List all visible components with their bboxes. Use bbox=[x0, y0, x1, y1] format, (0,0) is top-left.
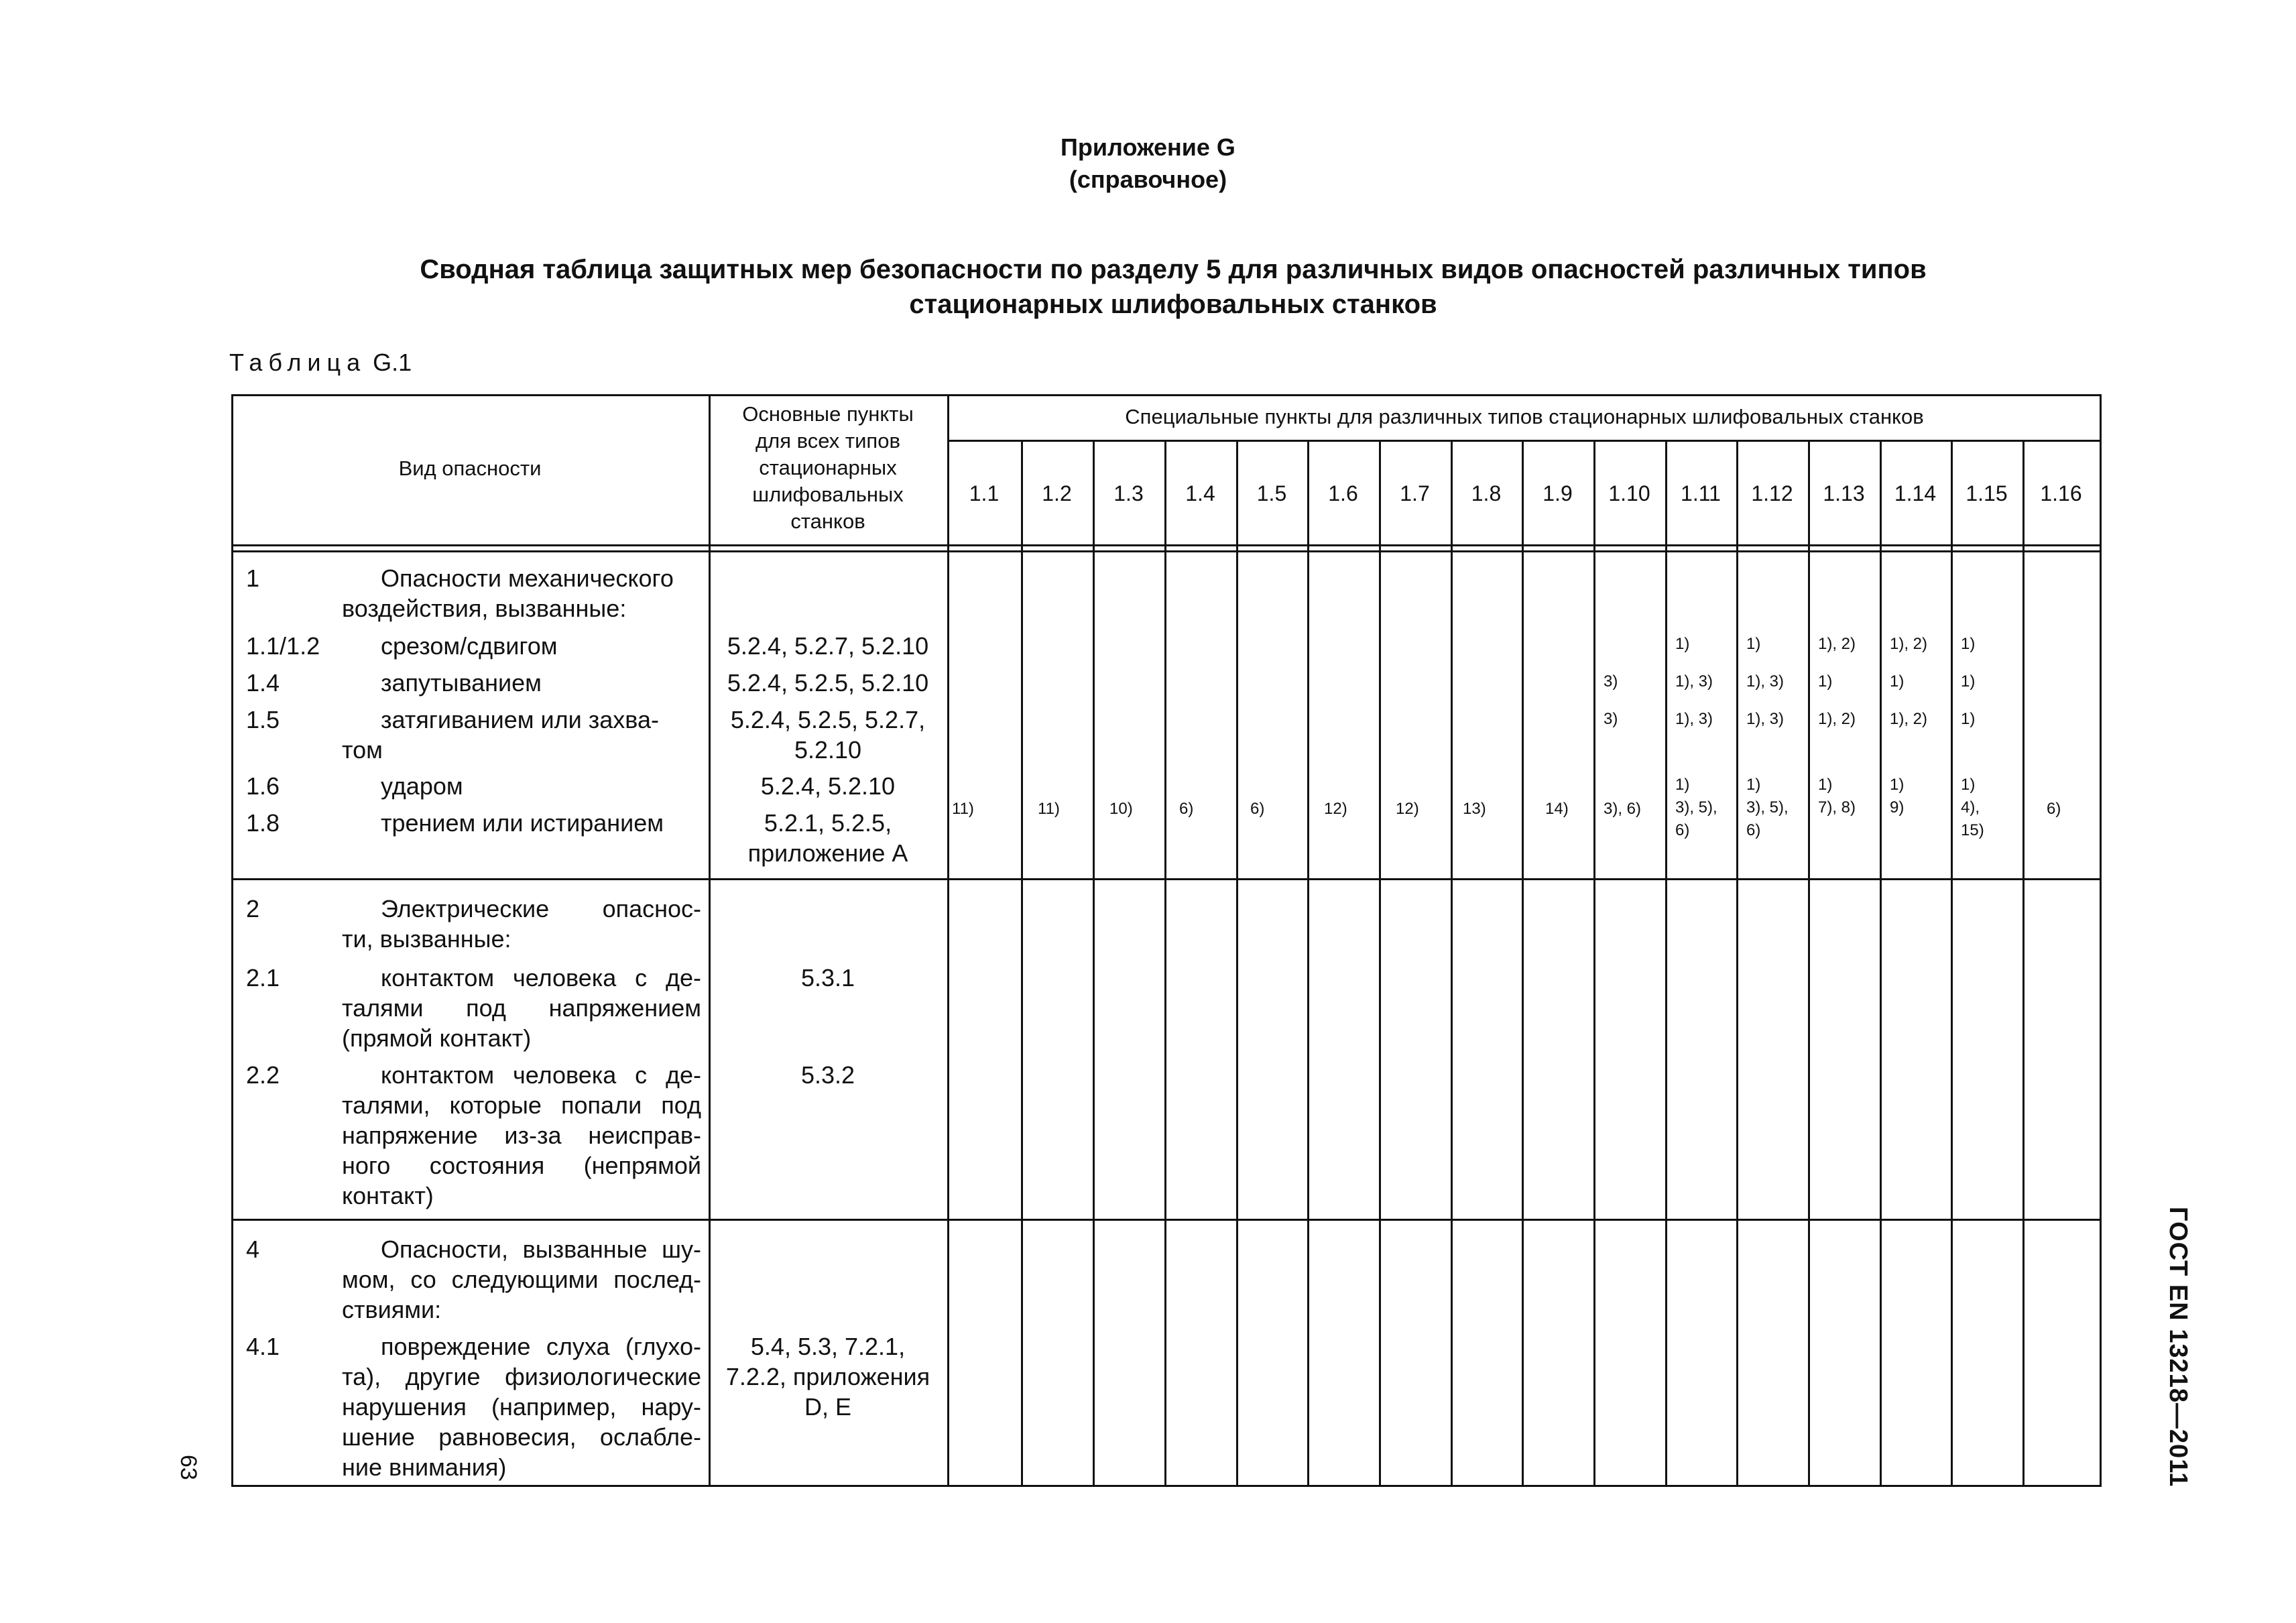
header-basic-line3: стационарных bbox=[759, 456, 897, 479]
ref-friction-1-2: 11) bbox=[1038, 800, 1060, 818]
column-header-1-16: 1.16 bbox=[2040, 481, 2082, 505]
ref-friction-1-8: 13) bbox=[1463, 800, 1486, 818]
ref-friction-1-15-line1: 1) bbox=[1961, 776, 1976, 794]
row-2-2-text-line3: напряжение из-за неисправ- bbox=[342, 1122, 701, 1149]
header-divider bbox=[947, 440, 2102, 442]
ref-friction-1-11 bbox=[1675, 774, 1717, 842]
column-header-1-14: 1.14 bbox=[1894, 481, 1937, 505]
ref-friction-1-13 bbox=[1818, 774, 1856, 819]
row-4-text-line3: ствиями: bbox=[342, 1296, 442, 1323]
row-2-1-text-line3: (прямой контакт) bbox=[342, 1024, 532, 1052]
ref-entangle-1-10: 3) bbox=[1604, 672, 1618, 690]
ref-friction-1-7: 12) bbox=[1396, 800, 1419, 818]
ref-friction-1-11-line3: 6) bbox=[1675, 821, 1690, 839]
row-4-text-line1: Опасности, вызванные шу- bbox=[381, 1236, 701, 1263]
col-divider-15 bbox=[2022, 440, 2025, 1487]
ref-friction-1-10: 3), 6) bbox=[1604, 800, 1642, 818]
row-4-text-line2: мом, со следующими послед- bbox=[342, 1266, 701, 1293]
page-number: 63 bbox=[176, 1455, 201, 1480]
row-4-1-text-line2: та), другие физиологические bbox=[342, 1363, 701, 1390]
row-1-5-number: 1.5 bbox=[246, 706, 280, 733]
header-bottom-line-1 bbox=[231, 544, 2102, 546]
column-header-1-10: 1.10 bbox=[1608, 481, 1650, 505]
ref-friction-1-3: 10) bbox=[1109, 800, 1133, 818]
ref-drawin-1-10: 3) bbox=[1604, 710, 1618, 728]
ref-entangle-1-12: 1), 3) bbox=[1746, 672, 1785, 690]
row-1-1-number: 1.1/1.2 bbox=[246, 632, 320, 660]
table-label-id: G.1 bbox=[373, 349, 412, 376]
ref-drawin-1-12: 1), 3) bbox=[1746, 710, 1785, 728]
ref-friction-1-5: 6) bbox=[1250, 800, 1265, 818]
col-divider-basic bbox=[947, 394, 949, 1487]
row-4-1-text-line4: шение равновесия, ослабле- bbox=[342, 1423, 701, 1451]
row-2-1-text-line1: контактом человека с де- bbox=[381, 964, 701, 991]
row-1-text-line2: воздействия, вызванные: bbox=[342, 595, 627, 622]
document-code: ГОСТ EN 13218—2011 bbox=[2164, 1207, 2192, 1488]
ref-friction-1-15 bbox=[1961, 774, 1984, 842]
safety-measures-table bbox=[231, 394, 2102, 1487]
row-2-2-basic: 5.3.2 bbox=[800, 1061, 855, 1089]
column-header-1-13: 1.13 bbox=[1823, 481, 1865, 505]
ref-friction-1-6: 12) bbox=[1324, 800, 1347, 818]
row-2-2-number: 2.2 bbox=[246, 1061, 280, 1089]
table-label-word: Таблица bbox=[229, 349, 367, 376]
row-4-1-number: 4.1 bbox=[246, 1333, 280, 1360]
col-divider-12 bbox=[1808, 440, 1810, 1487]
column-header-1-12: 1.12 bbox=[1751, 481, 1793, 505]
row-1-6-basic: 5.2.4, 5.2.10 bbox=[760, 772, 896, 800]
row-2-1-number: 2.1 bbox=[246, 964, 280, 991]
column-header-1-9: 1.9 bbox=[1543, 481, 1573, 505]
row-2-1-basic: 5.3.1 bbox=[800, 964, 855, 991]
ref-drawin-1-13: 1), 2) bbox=[1818, 710, 1856, 728]
table-border-top bbox=[231, 394, 2102, 396]
row-1-4-number: 1.4 bbox=[246, 669, 280, 697]
row-1-4-text: запутыванием bbox=[381, 669, 542, 697]
ref-entangle-1-15: 1) bbox=[1961, 672, 1976, 690]
column-header-1-7: 1.7 bbox=[1400, 481, 1430, 505]
row-2-2-text-line2: талями, которые попали под bbox=[342, 1091, 701, 1119]
appendix-title: Приложение G bbox=[1061, 133, 1235, 161]
table-title-line1: Сводная таблица защитных мер безопасности по разделу 5 для различных видов опасностей различных типов bbox=[420, 255, 1927, 284]
ref-entangle-1-14: 1) bbox=[1890, 672, 1905, 690]
row-4-1-text-line3: нарушения (например, нару- bbox=[342, 1393, 701, 1421]
row-4-1-basic-line3: D, E bbox=[804, 1393, 851, 1421]
row-1-6-number: 1.6 bbox=[246, 772, 280, 800]
table-border-right bbox=[2100, 394, 2102, 1487]
ref-drawin-1-11: 1), 3) bbox=[1675, 710, 1713, 728]
column-header-1-1: 1.1 bbox=[969, 481, 1000, 505]
row-1-6-text: ударом bbox=[381, 772, 463, 800]
row-4-1-basic-line2: 7.2.2, приложения bbox=[725, 1363, 930, 1390]
row-2-2-text-line1: контактом человека с де- bbox=[381, 1061, 701, 1089]
col-divider-14 bbox=[1951, 440, 1953, 1487]
column-header-1-15: 1.15 bbox=[1966, 481, 2008, 505]
ref-friction-1-14-line1: 1) bbox=[1890, 776, 1905, 794]
ref-friction-1-12-line3: 6) bbox=[1746, 821, 1761, 839]
ref-friction-1-15-line2: 4), bbox=[1961, 798, 1980, 817]
ref-shear-1-13: 1), 2) bbox=[1818, 635, 1856, 653]
row-2-2-text-line5: контакт) bbox=[342, 1182, 434, 1209]
column-header-1-11: 1.11 bbox=[1681, 481, 1721, 505]
row-4-1-text-line1: повреждение слуха (глухо- bbox=[381, 1333, 701, 1360]
col-divider-8 bbox=[1522, 440, 1524, 1487]
table-title-line2: стационарных шлифовальных станков bbox=[909, 290, 1437, 319]
column-header-1-5: 1.5 bbox=[1256, 481, 1287, 505]
col-divider-6 bbox=[1379, 440, 1381, 1487]
row-1-5-basic-line2: 5.2.10 bbox=[794, 736, 862, 764]
row-1-5-text-line1: затягиванием или захва- bbox=[381, 706, 659, 733]
row-4-number: 4 bbox=[246, 1236, 260, 1263]
row-2-number: 2 bbox=[246, 895, 260, 922]
row-2-text-line2: ти, вызванные: bbox=[342, 925, 511, 953]
row-1-8-number: 1.8 bbox=[246, 809, 280, 837]
table-border-left bbox=[231, 394, 233, 1487]
group-divider-1 bbox=[231, 878, 2102, 880]
ref-friction-1-13-line2: 7), 8) bbox=[1818, 798, 1856, 817]
col-divider-1 bbox=[1021, 440, 1023, 1487]
col-divider-7 bbox=[1451, 440, 1453, 1487]
table-border-bottom bbox=[231, 1485, 2102, 1487]
ref-entangle-1-11: 1), 3) bbox=[1675, 672, 1713, 690]
header-basic bbox=[709, 401, 947, 535]
ref-shear-1-14: 1), 2) bbox=[1890, 635, 1928, 653]
col-divider-2 bbox=[1093, 440, 1095, 1487]
row-2-text-line1: Электрические опаснос- bbox=[381, 895, 701, 922]
row-1-4-basic: 5.2.4, 5.2.5, 5.2.10 bbox=[727, 669, 929, 697]
header-special: Специальные пункты для различных типов стационарных шлифовальных станков bbox=[1125, 405, 1924, 428]
col-divider-4 bbox=[1236, 440, 1238, 1487]
ref-drawin-1-15: 1) bbox=[1961, 710, 1976, 728]
row-1-1-basic: 5.2.4, 5.2.7, 5.2.10 bbox=[727, 632, 929, 660]
ref-friction-1-4: 6) bbox=[1179, 800, 1194, 818]
ref-shear-1-15: 1) bbox=[1961, 635, 1976, 653]
ref-friction-1-1: 11) bbox=[952, 800, 974, 818]
header-bottom-line-2 bbox=[231, 550, 2102, 552]
header-hazard: Вид опасности bbox=[398, 457, 542, 480]
ref-friction-1-12-line2: 3), 5), bbox=[1746, 798, 1789, 817]
ref-entangle-1-13: 1) bbox=[1818, 672, 1833, 690]
group-divider-2 bbox=[231, 1219, 2102, 1221]
header-basic-line5: станков bbox=[790, 509, 865, 533]
header-basic-line4: шлифовальных bbox=[752, 483, 904, 506]
ref-shear-1-12: 1) bbox=[1746, 635, 1761, 653]
row-1-8-basic bbox=[709, 808, 947, 868]
row-1-text-line1: Опасности механического bbox=[381, 564, 674, 592]
row-1-8-basic-line1: 5.2.1, 5.2.5, bbox=[764, 809, 892, 837]
row-1-5-basic-line1: 5.2.4, 5.2.5, 5.2.7, bbox=[730, 706, 926, 733]
column-header-1-2: 1.2 bbox=[1042, 481, 1072, 505]
row-4-1-text-line5: ние внимания) bbox=[342, 1453, 507, 1481]
ref-friction-1-11-line2: 3), 5), bbox=[1675, 798, 1717, 817]
col-divider-13 bbox=[1880, 440, 1882, 1487]
row-4-1-basic bbox=[709, 1331, 947, 1422]
col-divider-11 bbox=[1736, 440, 1738, 1487]
row-2-2-text-line4: ного состояния (непрямой bbox=[342, 1152, 701, 1179]
header-basic-line1: Основные пункты bbox=[742, 402, 914, 426]
ref-friction-1-11-line1: 1) bbox=[1675, 776, 1690, 794]
table-label bbox=[229, 349, 412, 377]
col-divider-10 bbox=[1665, 440, 1667, 1487]
ref-shear-1-11: 1) bbox=[1675, 635, 1690, 653]
column-header-1-3: 1.3 bbox=[1113, 481, 1144, 505]
ref-friction-1-12 bbox=[1746, 774, 1789, 842]
row-1-1-text: срезом/сдвигом bbox=[381, 632, 558, 660]
column-header-1-4: 1.4 bbox=[1185, 481, 1215, 505]
ref-friction-1-14-line2: 9) bbox=[1890, 798, 1905, 817]
ref-friction-1-16: 6) bbox=[2047, 800, 2061, 818]
ref-friction-1-14 bbox=[1890, 774, 1904, 819]
row-1-8-text: трением или истиранием bbox=[381, 809, 664, 837]
column-header-1-8: 1.8 bbox=[1471, 481, 1502, 505]
col-divider-3 bbox=[1164, 440, 1166, 1487]
row-1-8-basic-line2: приложение А bbox=[747, 839, 908, 867]
ref-drawin-1-14: 1), 2) bbox=[1890, 710, 1928, 728]
ref-friction-1-13-line1: 1) bbox=[1818, 776, 1833, 794]
row-1-5-basic bbox=[709, 705, 947, 765]
header-basic-line2: для всех типов bbox=[756, 429, 900, 453]
ref-friction-1-12-line1: 1) bbox=[1746, 776, 1761, 794]
ref-friction-1-9: 14) bbox=[1545, 800, 1569, 818]
col-divider-5 bbox=[1307, 440, 1309, 1487]
row-1-number: 1 bbox=[246, 564, 260, 592]
col-divider-9 bbox=[1593, 440, 1595, 1487]
row-4-1-basic-line1: 5.4, 5.3, 7.2.1, bbox=[750, 1333, 906, 1360]
ref-friction-1-15-line3: 15) bbox=[1961, 821, 1984, 839]
appendix-subtitle: (справочное) bbox=[1069, 166, 1227, 193]
row-1-5-text-line2: том bbox=[342, 736, 383, 764]
column-header-1-6: 1.6 bbox=[1328, 481, 1358, 505]
col-divider-hazard bbox=[709, 394, 711, 1487]
row-2-1-text-line2: талями под напряжением bbox=[342, 994, 701, 1022]
